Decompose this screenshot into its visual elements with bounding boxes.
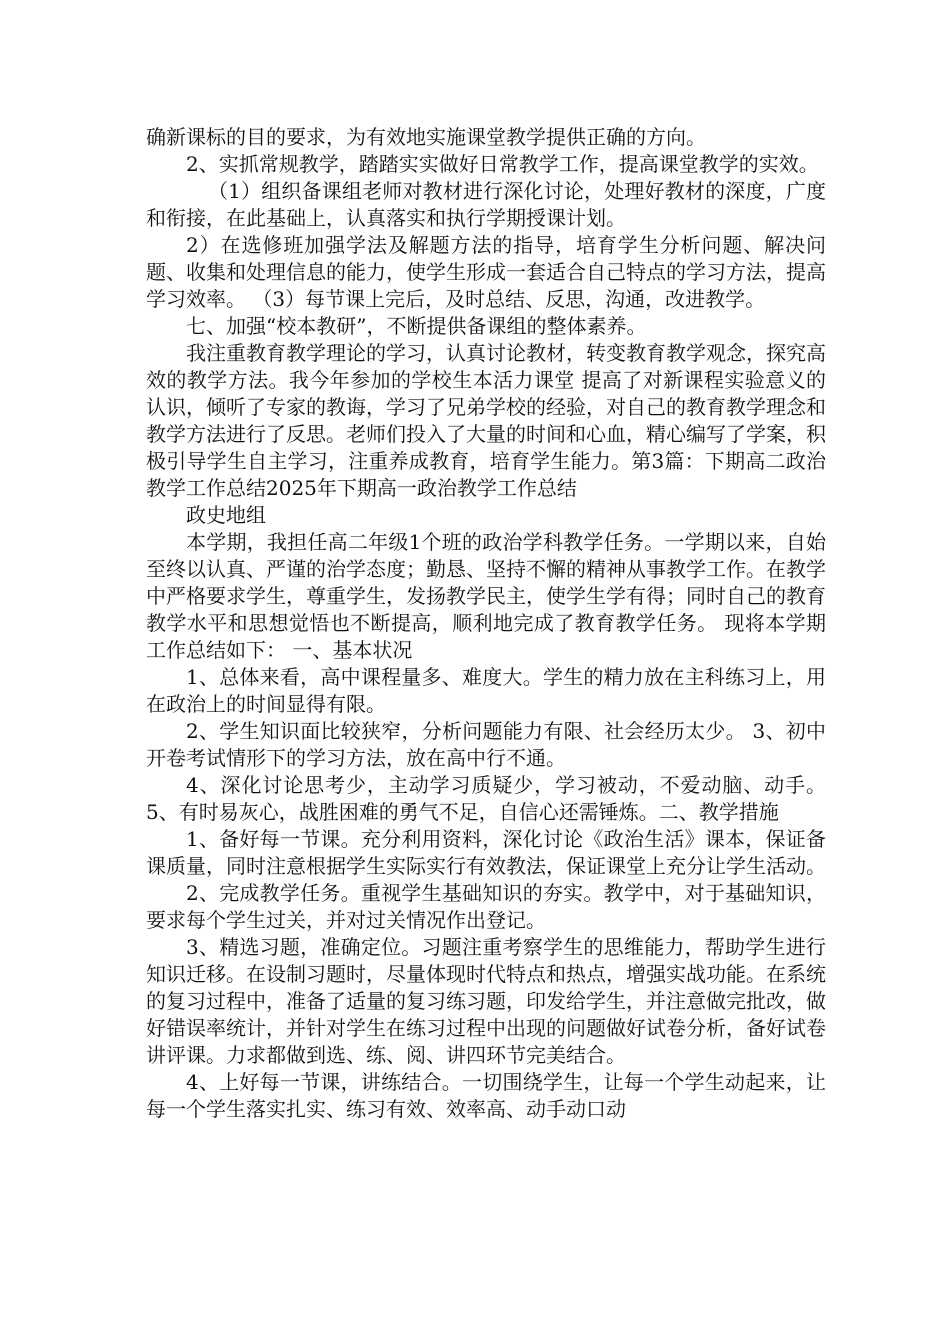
paragraph: 我注重教育教学理论的学习，认真讨论教材，转变教育教学观念，探究高效的教学方法。我今年参加的学校生本活力课堂 提高了对新课程实验意义的认识，倾听了专家的教诲，学习了兄弟学校的经验，对自己的教育教学理念和教学方法进行了反思。老师们投入了大量的时间和心血，精心编写了学案，积极引导学生自主学习，注重养成教育，培育学生能力。第3篇：下期高二政治教学工作总结2025年下期高一政治教学工作总结 <box>146 341 826 500</box>
paragraph: 1、总体来看，高中课程量多、难度大。学生的精力放在主科练习上，用在政治上的时间显得有限。 <box>146 665 826 716</box>
paragraph: 3、精选习题，准确定位。习题注重考察学生的思维能力，帮助学生进行知识迁移。在设制习题时，尽量体现时代特点和热点，增强实战功能。在系统的复习过程中，准备了适量的复习练习题，印发给学生，并注意做完批改，做好错误率统计，并针对学生在练习过程中出现的问题做好试卷分析，备好试卷讲评课。力求都做到选、练、阅、讲四环节完美结合。 <box>146 935 826 1067</box>
group-name: 政史地组 <box>186 503 266 527</box>
paragraph: （1）组织备课组老师对教材进行深化讨论，处理好教材的深度，广度和衔接，在此基础上，认真落实和执行学期授课计划。 <box>146 179 826 230</box>
paragraph: 1、备好每一节课。充分利用资料，深化讨论《政治生活》课本，保证备课质量，同时注意根据学生实际实行有效教法，保证课堂上充分让学生活动。 <box>146 827 826 878</box>
paragraph: 2、学生知识面比较狭窄，分析问题能力有限、社会经历太少。 3、初中开卷考试情形下的学习方法，放在高中行不通。 <box>146 719 826 770</box>
section-heading: 七、加强“校本教研”，不断提供备课组的整体素养。 <box>186 314 647 338</box>
paragraph: 2、完成教学任务。重视学生基础知识的夯实。教学中，对于基础知识，要求每个学生过关，并对过关情况作出登记。 <box>146 881 826 932</box>
paragraph: 4、深化讨论思考少，主动学习质疑少，学习被动，不爱动脑、动手。 5、有时易灰心，战胜困难的勇气不足，自信心还需锤炼。二、教学措施 <box>146 773 826 824</box>
document-body <box>146 124 826 1123</box>
paragraph: 本学期，我担任高二年级1个班的政治学科教学任务。一学期以来，自始至终以认真、严谨的治学态度；勤恳、坚持不懈的精神从事教学工作。在教学中严格要求学生，尊重学生，发扬教学民主，使学生学有得；同时自己的教育教学水平和思想觉悟也不断提高，顺利地完成了教育教学任务。 现将本学期工作总结如下： 一、基本状况 <box>146 530 826 662</box>
paragraph: 2）在选修班加强学法及解题方法的指导，培育学生分析问题、解决问题、收集和处理信息的能力，使学生形成一套适合自己特点的学习方法，提高学习效率。 （3）每节课上完后，及时总结、反思，沟通，改进教学。 <box>146 233 826 311</box>
paragraph: 确新课标的目的要求，为有效地实施课堂教学提供正确的方向。 <box>146 125 706 149</box>
paragraph: 4、上好每一节课，讲练结合。一切围绕学生，让每一个学生动起来，让每一个学生落实扎实、练习有效、效率高、动手动口动 <box>146 1070 826 1121</box>
paragraph: 2、实抓常规教学，踏踏实实做好日常教学工作，提高课堂教学的实效。 <box>186 152 819 176</box>
